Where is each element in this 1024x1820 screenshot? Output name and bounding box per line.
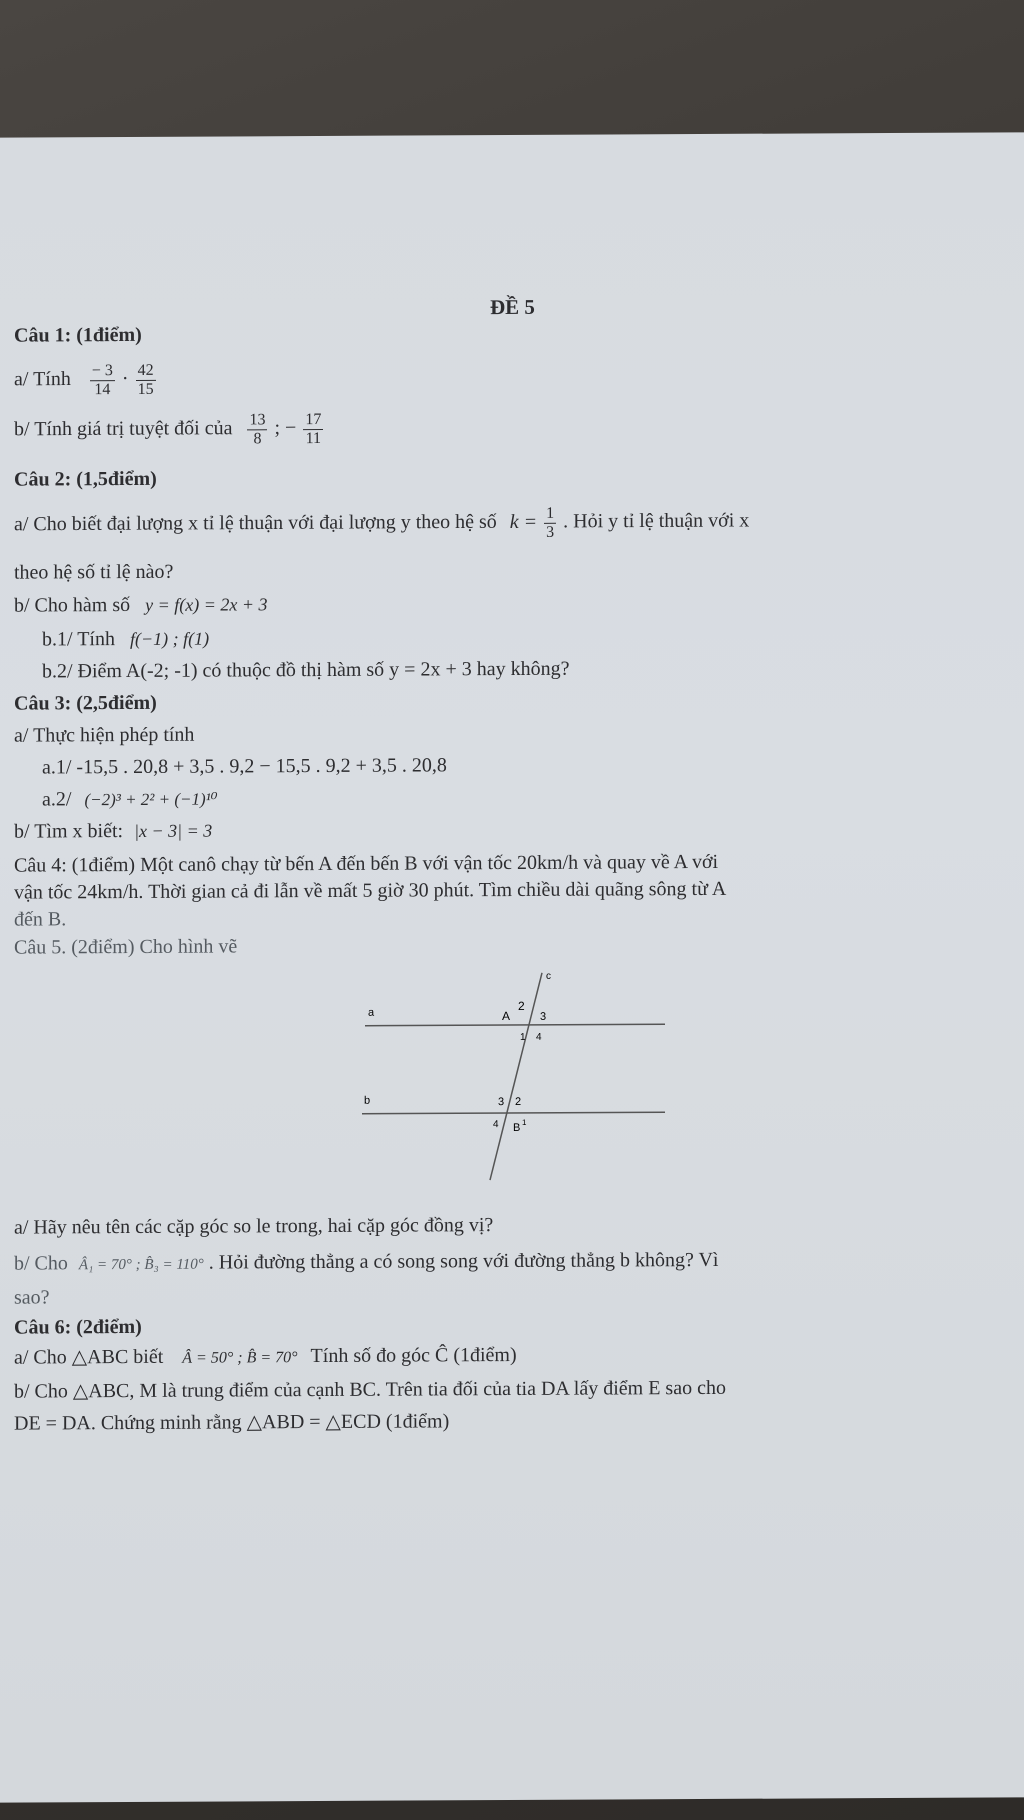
geometry-figure <box>350 964 680 1196</box>
label-a-angle2: 2 <box>518 998 525 1013</box>
cau2-k-fraction: $\frac{1}{3}$ <box>546 504 555 541</box>
label-line-b: b <box>364 1094 371 1107</box>
cau3-a1: a.1/ -15,5 . 20,8 + 3,5 . 9,2 − 15,5 . 9,2 + 3,5 . 20,8 <box>42 754 447 779</box>
cau3-a-label: a/ Thực hiện phép tính <box>14 723 195 747</box>
label-line-a: a <box>368 1006 375 1019</box>
label-point-b: B <box>513 1121 521 1134</box>
cau1-a <box>14 362 158 399</box>
line-a <box>365 1024 665 1026</box>
cau5-heading: Câu 5. (2điểm) Cho hình vẽ <box>14 935 238 959</box>
label-b-angle1: 1 <box>522 1117 527 1127</box>
cau5-a: a/ Hãy nêu tên các cặp góc so le trong, hai cặp góc đồng vị? <box>14 1214 494 1239</box>
label-line-c: c <box>546 970 551 982</box>
line-c <box>490 973 542 1180</box>
exam-paper <box>0 132 1024 1802</box>
cau2-a-line2: theo hệ số tỉ lệ nào? <box>14 560 174 584</box>
cau2-b1: b.1/ Tính f(−1) ; f(1) <box>42 628 210 651</box>
cau3-b: b/ Tìm x biết: |x − 3| = 3 <box>14 820 213 843</box>
cau6-heading: Câu 6: (2điểm) <box>14 1315 142 1339</box>
cau3-heading: Câu 3: (2,5điểm) <box>14 691 157 715</box>
cau1-b-fraction1: $\frac{13}{8}$ <box>249 411 266 447</box>
cau6-a: a/ Cho △ABC biết Â = 50° ; B̂ = 70° Tính số đo góc Ĉ (1điểm) <box>14 1343 517 1369</box>
cau4-line3: đến B. <box>14 908 67 931</box>
label-a-angle1: 1 <box>520 1031 526 1043</box>
cau2-b2: b.2/ Điểm A(-2; -1) có thuộc đồ thị hàm số y = 2x + 3 hay không? <box>42 657 570 683</box>
cau1-b-separator: ; − <box>274 416 297 439</box>
cau1-b <box>14 411 325 449</box>
label-b-angle4: 4 <box>493 1119 499 1131</box>
label-b-angle3: 3 <box>498 1096 505 1109</box>
cau1-b-fraction2: $\frac{17}{11}$ <box>305 410 322 447</box>
cau1-heading: Câu 1: (1điểm) <box>14 323 142 347</box>
exam-title: ĐỀ 5 <box>490 294 535 320</box>
cau1-b-label: b/ Tính giá trị tuyệt đối của <box>14 417 233 441</box>
cau2-b-function: y = f(x) = 2x + 3 <box>145 594 268 615</box>
cau1-a-fraction2: $\frac{42}{15}$ <box>137 361 154 398</box>
cau1-a-label: a/ Tính <box>14 367 71 391</box>
cau1-a-dot: · <box>121 367 129 390</box>
cau4-line2: vận tốc 24km/h. Thời gian cả đi lẫn về mất 5 giờ 30 phút. Tìm chiều dài quãng sông từ A <box>14 877 727 904</box>
cau6-b-line2: DE = DA. Chứng minh rằng △ABD = △ECD (1điểm) <box>14 1410 450 1435</box>
cau6-b-line1: b/ Cho △ABC, M là trung điểm của cạnh BC. Trên tia đối của tia DA lấy điểm E sao cho <box>14 1376 726 1403</box>
label-b-angle2: 2 <box>515 1095 522 1108</box>
cau3-a2: a.2/ (−2)³ + 2² + (−1)¹⁰ <box>42 788 218 811</box>
cau2-a-line1: a/ Cho biết đại lượng x tỉ lệ thuận với đại lượng y theo hệ số k = $\frac{1}{3}$ . Hỏi y tỉ lệ thuận với x <box>14 504 750 541</box>
label-a-angle4: 4 <box>536 1031 542 1043</box>
cau1-a-fraction1: $\frac{- 3}{14}$ <box>91 362 113 398</box>
cau5-b: b/ Cho Â₁ = 70° ; B̂₃ = 110° . Hỏi đường thẳng a có song song với đường thẳng b không? Vì <box>14 1248 719 1275</box>
cau2-heading: Câu 2: (1,5điểm) <box>14 467 157 491</box>
line-b <box>362 1112 665 1114</box>
cau4-line1: Câu 4: (1điểm) Một canô chạy từ bến A đến bến B với vận tốc 20km/h và quay về A với <box>14 850 719 877</box>
cau5-b-line2: sao? <box>14 1286 50 1309</box>
label-a-angle3: 3 <box>540 1010 547 1023</box>
cau2-b: b/ Cho hàm số y = f(x) = 2x + 3 <box>14 593 268 617</box>
label-point-a: A <box>502 1009 511 1024</box>
